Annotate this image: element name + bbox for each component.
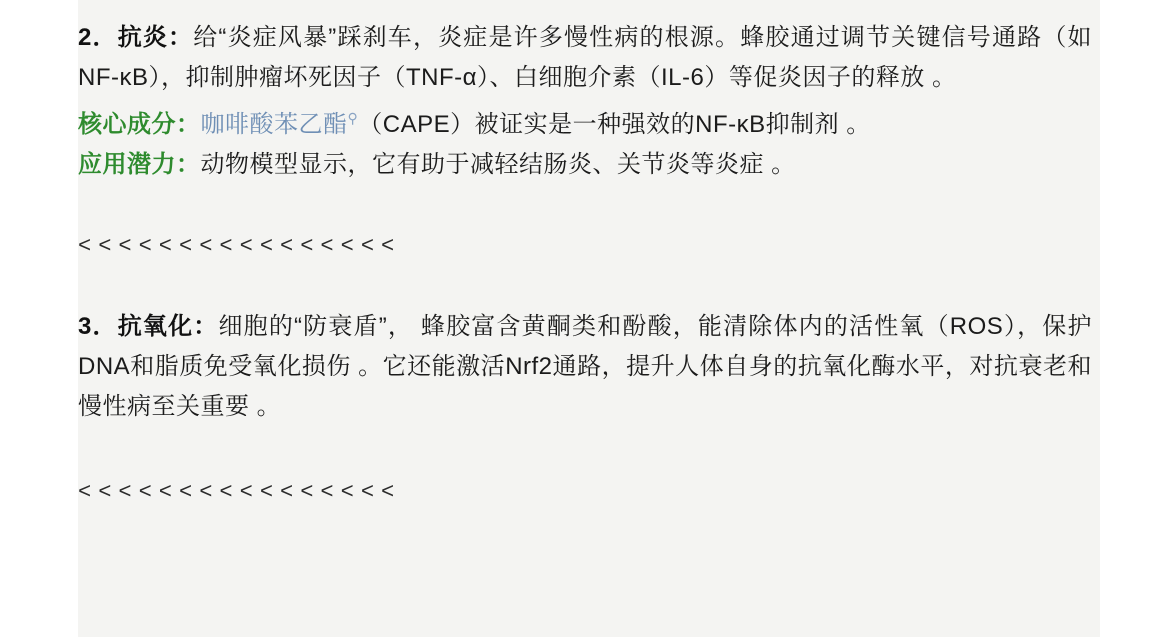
article-content [78,0,1100,637]
spacer-after-section-1 [78,185,1100,231]
left-margin [0,0,78,637]
subitem-application-potential-label: 应用潜力： [78,151,201,178]
section-antioxidant-paragraph [78,307,1100,427]
section-antioxidant-lead: 3．抗氧化： [78,313,219,340]
section-anti-inflammatory-body: 给“炎症风暴”踩刹车，炎症是许多慢性病的根源。蜂胶通过调节关键信号通路（如NF-κB），抑制肿瘤坏死因子（TNF-α）、白细胞介素（IL-6）等促炎因子的释放 。 [78,24,1092,91]
search-icon: ⚲ [347,110,359,126]
spacer-after-section-2 [78,427,1100,477]
subitem-core-ingredient-label: 核心成分： [78,111,201,138]
section-anti-inflammatory-lead: 2．抗炎： [78,24,194,51]
subitem-core-ingredient [78,98,1100,145]
divider-1: <<<<<<<<<<<<<<<< [78,234,402,259]
spacer-before-section-2 [78,263,1100,307]
subitem-application-potential-text: 动物模型显示，它有助于减轻结肠炎、关节炎等炎症 。 [200,151,796,178]
term-link-cape[interactable] [201,111,359,138]
term-link-cape-text: 咖啡酸苯乙酯 [200,111,348,138]
divider-2: <<<<<<<<<<<<<<<< [78,480,402,505]
section-anti-inflammatory-paragraph [78,18,1100,98]
right-margin [1100,0,1166,637]
subitem-core-ingredient-text: （CAPE）被证实是一种强效的NF-κB抑制剂 。 [358,111,871,138]
subitem-application-potential [78,145,1100,185]
section-antioxidant-body: 细胞的“防衰盾”， 蜂胶富含黄酮类和酚酸，能清除体内的活性氧（ROS），保护DNA和脂质免受氧化损伤 。它还能激活Nrf2通路，提升人体自身的抗氧化酶水平，对抗衰老和慢性病至关重要 。 [78,313,1092,420]
